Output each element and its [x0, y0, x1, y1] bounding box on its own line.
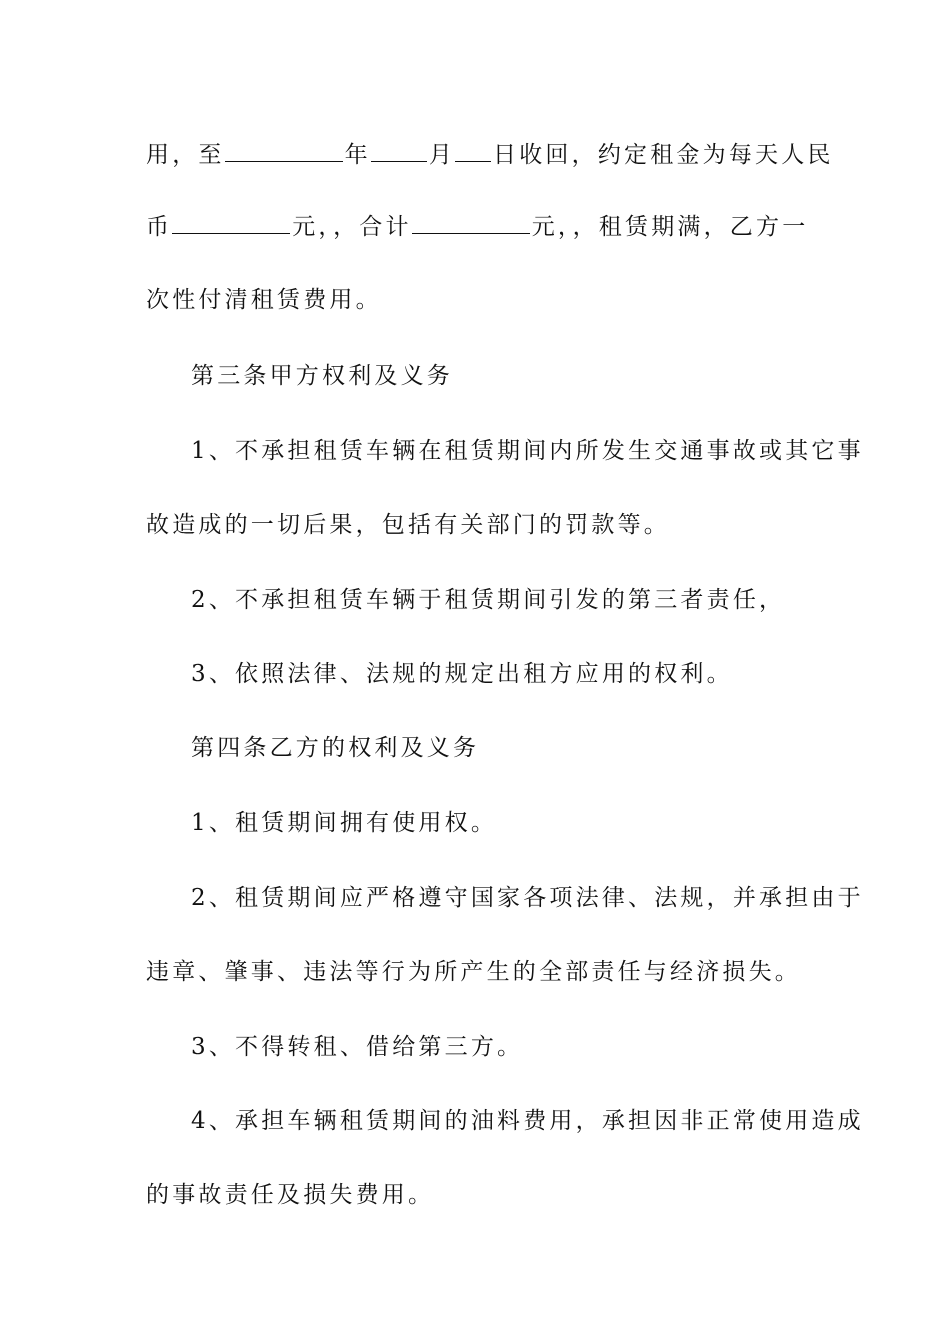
- daily-rent-blank: [172, 213, 290, 234]
- article-3-heading: 第三条甲方权利及义务: [191, 363, 453, 389]
- article-3-item-1-continued: 故造成的一切后果，包括有关部门的罚款等。: [146, 512, 670, 538]
- article-4-item-2: 2、租赁期间应严格遵守国家各项法律、法规，并承担由于: [191, 885, 864, 911]
- day-blank: [455, 141, 491, 162]
- article-3-item-3: 3、依照法律、法规的规定出租方应用的权利。: [191, 661, 733, 687]
- article-4-item-4: 4、承担车辆租赁期间的油料费用，承担因非正常使用造成: [191, 1108, 864, 1134]
- rent-amount-line: [146, 212, 809, 242]
- year-blank: [225, 141, 343, 162]
- text-segment: 日收回，约定租金为每天人民: [493, 142, 834, 168]
- rental-period-line: [146, 140, 834, 170]
- text-segment: 用，至: [146, 142, 225, 168]
- article-4-heading: 第四条乙方的权利及义务: [191, 735, 480, 761]
- article-3-item-2: 2、不承担租赁车辆于租赁期间引发的第三者责任，: [191, 587, 786, 613]
- total-amount-blank: [412, 213, 530, 234]
- payment-line: 次性付清租赁费用。: [146, 287, 382, 313]
- article-4-item-4-continued: 的事故责任及损失费用。: [146, 1182, 435, 1208]
- month-blank: [371, 141, 427, 162]
- text-segment: 元，，合计: [292, 214, 412, 240]
- article-4-item-2-continued: 违章、肇事、违法等行为所产生的全部责任与经济损失。: [146, 959, 801, 985]
- article-4-item-3: 3、不得转租、借给第三方。: [191, 1034, 524, 1060]
- article-4-item-1: 1、租赁期间拥有使用权。: [191, 810, 498, 836]
- text-segment: 元，，租赁期满，乙方一: [531, 214, 809, 240]
- article-3-item-1: 1、不承担租赁车辆在租赁期间内所发生交通事故或其它事: [191, 438, 864, 464]
- text-segment: 月: [428, 142, 456, 168]
- text-segment: 年: [344, 142, 371, 168]
- text-segment: 币: [146, 214, 173, 240]
